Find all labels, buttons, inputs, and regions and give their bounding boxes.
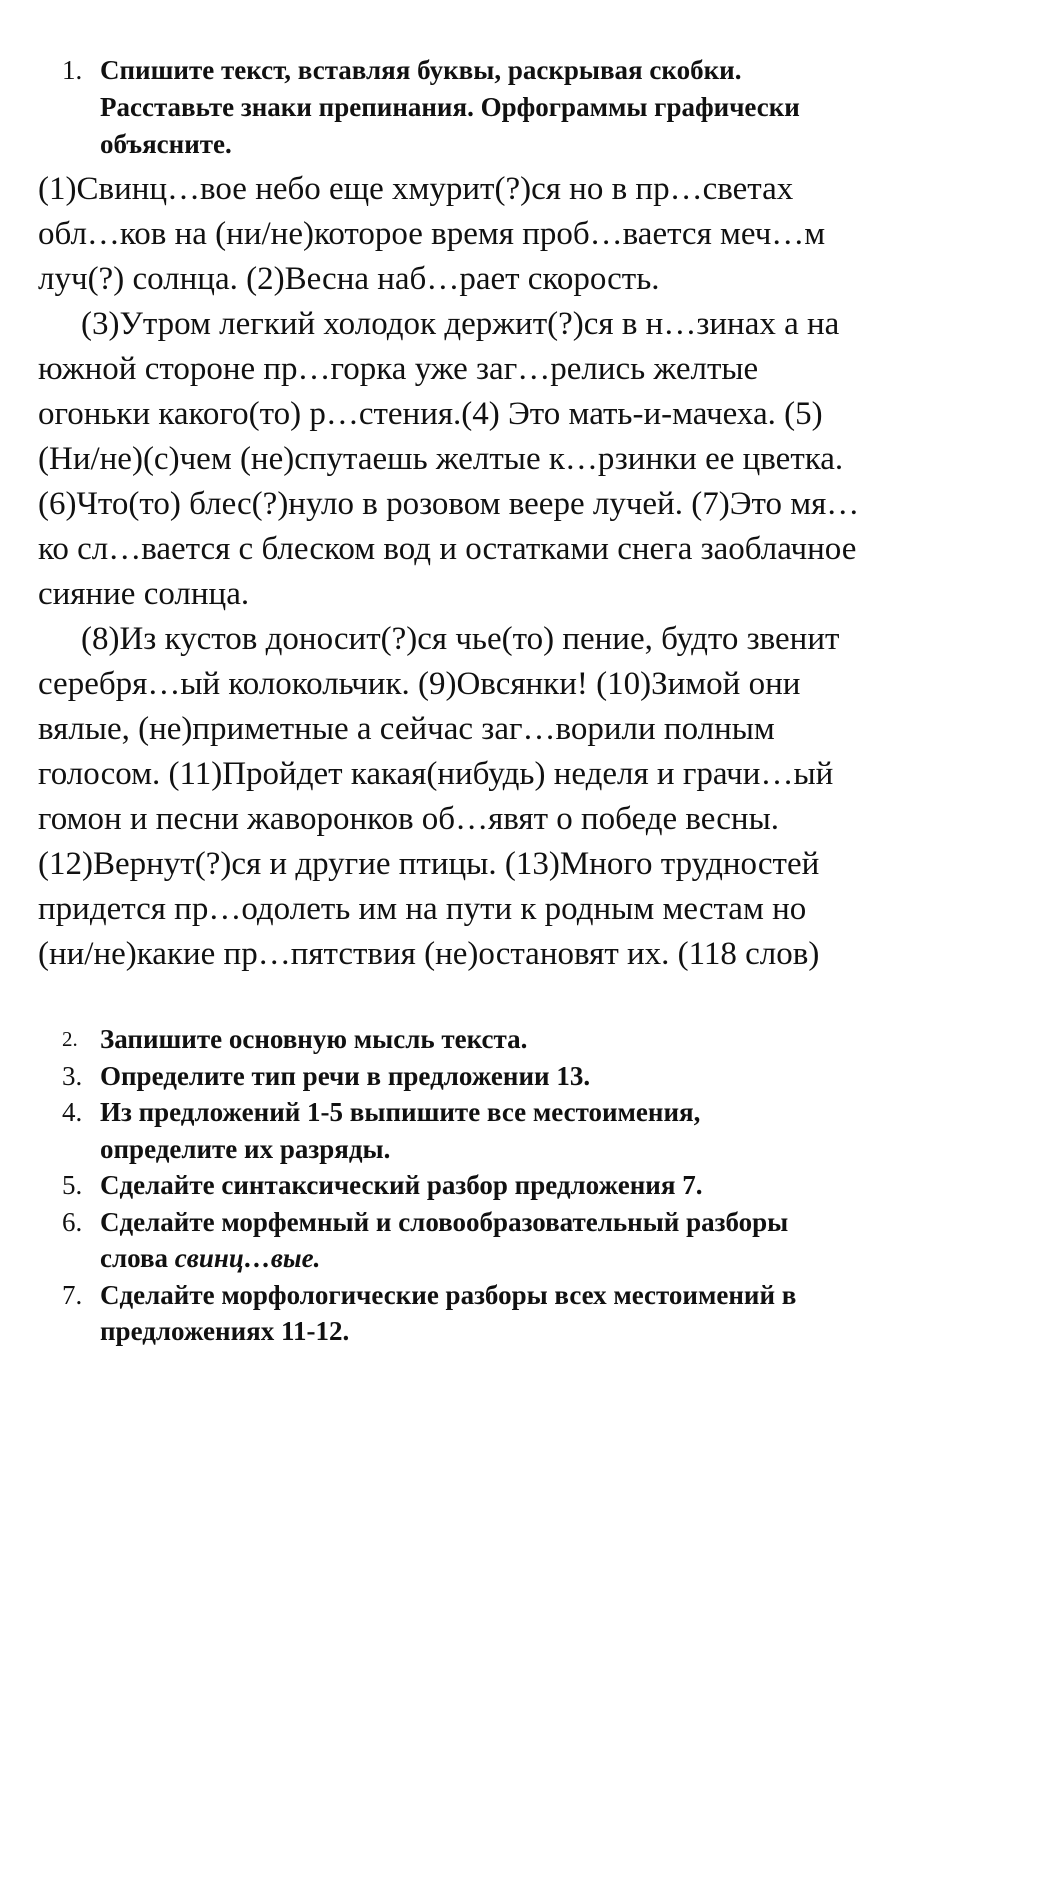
text-line: огоньки какого(то) р…стения.(4) Это мать-и-мачеха. (5) xyxy=(38,396,823,432)
text-line: голосом. (11)Пройдет какая(нибудь) неделя и грачи…ый xyxy=(38,756,834,792)
text-line: луч(?) солнца. (2)Весна наб…рает скорость. xyxy=(38,261,660,297)
text-line: гомон и песни жаворонков об…явят о победе весны. xyxy=(38,801,780,837)
text-line: обл…ков на (ни/не)которое время проб…вается меч…м xyxy=(38,216,826,252)
text-line: (6)Что(то) блес(?)нуло в розовом веере лучей. (7)Это мя… xyxy=(38,486,860,522)
question-text: Сделайте морфологические разборы всех местоимений в xyxy=(100,1279,797,1310)
question-text-line2 xyxy=(100,1240,992,1277)
question-text-prefix: слова xyxy=(100,1243,175,1273)
task-1-instruction-text xyxy=(100,52,982,163)
text-line: южной стороне пр…горка уже заг…релись желтые xyxy=(38,351,759,387)
text-line: серебря…ый колокольчик. (9)Овсянки! (10)Зимой они xyxy=(38,666,801,702)
text-line: (ни/не)какие пр…пятствия (не)остановят их. (118 слов) xyxy=(38,936,820,972)
text-line: (Ни/не)(с)чем (не)спутаешь желтые к…рзинки ее цветка. xyxy=(38,441,844,477)
text-line: (8)Из кустов доносит(?)ся чье(то) пение, будто звенит xyxy=(81,621,840,657)
text-line: придется пр…одолеть им на пути к родным местам но xyxy=(38,891,807,927)
question-number: 5. xyxy=(62,1170,83,1200)
text-line: сияние солнца. xyxy=(38,576,250,612)
question-text: Сделайте синтаксический разбор предложения 7. xyxy=(100,1170,703,1200)
question-3 xyxy=(62,1058,992,1095)
question-7 xyxy=(62,1277,992,1350)
instruction-line: Спишите текст, вставляя буквы, раскрывая скобки. xyxy=(100,55,742,85)
question-text: Запишите основную мысль текста. xyxy=(100,1024,528,1054)
question-number: 2. xyxy=(62,1027,78,1051)
question-text: определите их разряды. xyxy=(100,1133,391,1164)
question-6 xyxy=(62,1204,992,1277)
instruction-line: объясните. xyxy=(100,129,232,159)
text-line: (12)Вернут(?)ся и другие птицы. (13)Много трудностей xyxy=(38,846,820,882)
question-2 xyxy=(62,1021,992,1058)
text-line: ко сл…вается с блеском вод и остатками снега заоблачное xyxy=(38,531,857,567)
question-text: Определите тип речи в предложении 13. xyxy=(100,1060,591,1091)
question-text: Из предложений 1-5 выпишите все местоимения, xyxy=(100,1097,701,1127)
question-5 xyxy=(62,1167,992,1204)
task-1-instruction xyxy=(62,52,982,163)
question-number: 4. xyxy=(62,1097,83,1127)
question-number: 3. xyxy=(62,1060,83,1091)
text-line: (1)Свинц…вое небо еще хмурит(?)ся но в пр…светах xyxy=(38,171,794,207)
text-line: (3)Утром легкий холодок держит(?)ся в н…зинах а на xyxy=(81,306,840,342)
question-text: предложениях 11-12. xyxy=(100,1316,350,1346)
task-1-number: 1. xyxy=(62,55,83,85)
question-italic-word: свинц…вые. xyxy=(174,1243,321,1273)
questions-list xyxy=(62,1021,992,1350)
question-4 xyxy=(62,1094,992,1167)
instruction-line: Расставьте знаки препинания. Орфограммы графически xyxy=(100,92,800,122)
question-text: Сделайте морфемный и словообразовательный разборы xyxy=(100,1206,789,1237)
exercise-text xyxy=(38,167,1003,977)
question-number: 7. xyxy=(62,1279,83,1310)
text-line: вялые, (не)приметные а сейчас заг…ворили полным xyxy=(38,711,775,747)
question-number: 6. xyxy=(62,1206,83,1237)
